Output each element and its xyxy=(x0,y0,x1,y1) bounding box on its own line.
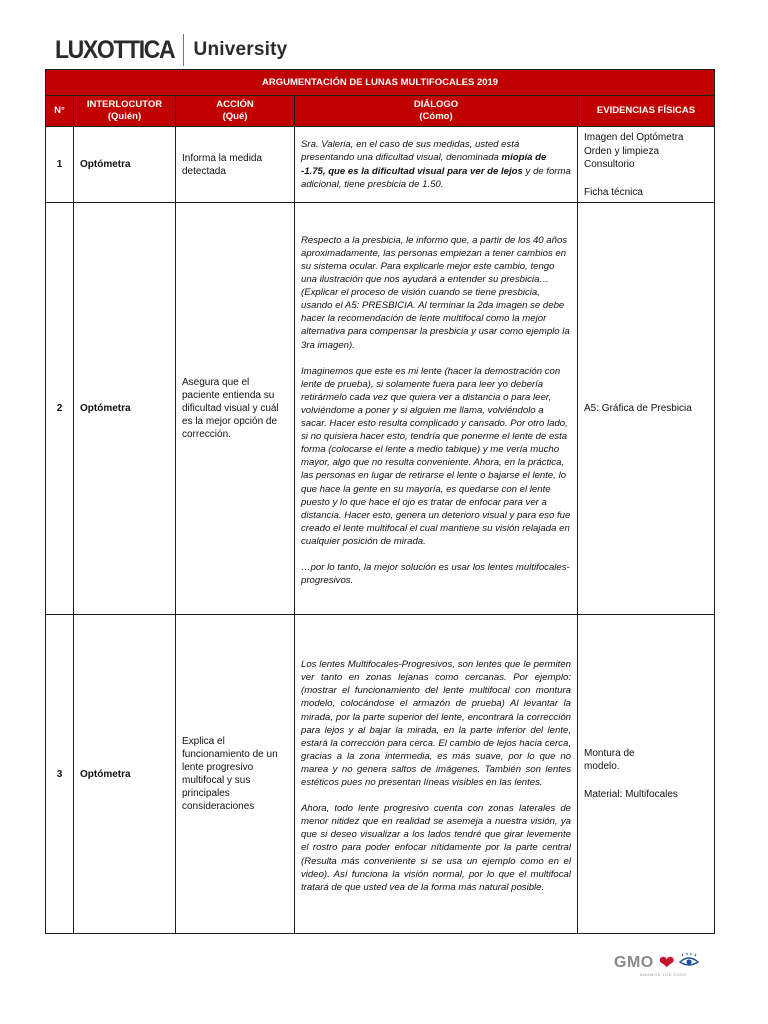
header-accion-sub: (Qué) xyxy=(222,111,248,122)
evidence-line: Montura de xyxy=(584,747,635,759)
footer-logo xyxy=(614,952,700,974)
dialog-text: Sra. Valeria, en el caso de sus medidas, usted está presentando una dificultad visual, denominada xyxy=(301,139,520,164)
header-interlocutor xyxy=(74,96,176,127)
dialog-paragraph: …por lo tanto, la mejor solución es usar los lentes multifocales-progresivos. xyxy=(301,561,570,587)
row-dialog xyxy=(295,127,578,203)
header-accion xyxy=(176,96,295,127)
table-title: ARGUMENTACIÓN DE LUNAS MULTIFOCALES 2019 xyxy=(46,70,715,96)
row-dialog xyxy=(295,203,578,615)
header-evidencias: EVIDENCIAS FÍSICAS xyxy=(578,96,715,127)
dialog-paragraph: Respecto a la presbicia, le informo que, a partir de los 40 años aproximadamente, las personas empiezan a tener cambios en su sistema ocular. Para explicarle mejor este cambio, tengo una ilustración que nos ayudará a entender su presbicia… (Explicar el proceso de visión cuando se tiene presbicia, usando el A5: PRESBICIA. Al terminar la 2da imagen se debe hacer la recomendación de lente multifocal como la mejor alternativa para compensar la presbicia y usar como ejemplo la 3ra imagen). xyxy=(301,234,570,351)
row-dialog xyxy=(295,615,578,934)
header-interlocutor-sub: (Quién) xyxy=(107,111,142,122)
row-evidence xyxy=(578,127,715,203)
row-interlocutor: Optómetra xyxy=(74,127,176,203)
header-num: N° xyxy=(46,96,74,127)
header-logo xyxy=(55,33,287,67)
evidence-line: A5: Gráfica de Presbicia xyxy=(584,402,692,414)
eye-icon xyxy=(678,953,700,974)
logo-divider xyxy=(183,34,184,66)
evidence-line: Material: Multifocales xyxy=(584,788,678,800)
row-interlocutor: Optómetra xyxy=(74,615,176,934)
dialog-highlight: miopía de -1.75, que es la dificultad visual para ver de lejos xyxy=(301,152,547,177)
evidence-line: modelo. xyxy=(584,761,620,773)
dialog-paragraph: Imaginemos que este es mi lente (hacer la demostración con lente de prueba), si solamente fuera para leer yo debería retirármelo cada vez que quiera ver a distancia o para leer, volviéndome a poner y si alguien me llama, volviéndolo a sacar. Hacer esto resulta complicado y cansado. Por otro lado, si no quisiera hacer esto, tendría que ponerme el lente de esta forma (colocarse el lente a medio tabique) y me vería mucho mayor, algo que no resulta conveniente. Ahora, en la práctica, las personas en lugar de retirarse el lente o bajarse el lente, lo que hace la gente en su mayoría, es quedarse con el lente puesto y lo que hace el ojo es tratar de enfocar para ver a distancia. Hacer esto, genera un deterioro visual y para eso fue creado el lente multifocal el cual mantiene su visión relajada en cualquier posición de mirada. xyxy=(301,365,571,547)
table-row xyxy=(46,127,715,203)
luxottica-logo: LUXOTTICA xyxy=(55,35,175,64)
footer-tagline: AMAMOS TUS OJOS xyxy=(640,972,687,977)
table-row xyxy=(46,203,715,615)
row-num: 2 xyxy=(46,203,74,615)
logo-subtitle: University xyxy=(193,39,288,60)
row-evidence xyxy=(578,203,715,615)
argumentation-table xyxy=(45,69,715,934)
row-interlocutor: Optómetra xyxy=(74,203,176,615)
row-action: Informa la medida detectada xyxy=(176,127,295,203)
header-accion-label: ACCIÓN xyxy=(216,99,254,110)
row-evidence xyxy=(578,615,715,934)
heart-icon: ❤ xyxy=(658,952,675,974)
dialog-paragraph: Ahora, todo lente progresivo cuenta con zonas laterales de menor nitidez que en realidad se asemeja a nuestra visión, ya que si deseo visualizar a los lados tendré que girar levemente el rostro para poder enfocar nítidamente por la parte central (Resulta más conveniente si se usa un ejemplo como en el video). Así funciona la visión normal, por lo que el multifocal tratará de que usted vea de la forma más natural posible. xyxy=(301,803,571,893)
row-num: 1 xyxy=(46,127,74,203)
row-action: Explica el funcionamiento de un lente progresivo multifocal y sus principales consideraciones xyxy=(176,615,295,934)
header-dialogo-label: DIÁLOGO xyxy=(413,99,459,110)
evidence-line: Orden y limpieza xyxy=(584,145,660,157)
header-dialogo xyxy=(295,96,578,127)
row-num: 3 xyxy=(46,615,74,934)
gmo-logo: GMO xyxy=(614,954,654,971)
header-dialogo-sub: (Cómo) xyxy=(419,111,453,122)
evidence-line: Ficha técnica xyxy=(584,186,643,198)
table-row xyxy=(46,615,715,934)
dialog-text: y de forma adicional, tiene presbicia de 1.50. xyxy=(301,165,571,190)
dialog-paragraph: Los lentes Multifocales-Progresivos, son lentes que le permiten ver tanto en zonas lejanas como cercanas. Por ejemplo: (mostrar el funcionamiento del lente multifocal con montura modelo, colocándose el armazón de prueba) Al levantar la mirada, por la parte superior del lente, encontrará la corrección para lejos y al bajar la mirada, en la parte inferior del lente, estará la corrección para cerca. El cambio de lejos hacia cerca, gracias a la zona intermedia, es más suave, por lo que no marea y no genera saltos de imágenes. También son lentes estéticos pues no presentan líneas visibles en las lentes. xyxy=(301,659,571,789)
header-interlocutor-label: INTERLOCUTOR xyxy=(86,99,163,110)
evidence-line: Consultorio xyxy=(584,159,635,170)
evidence-line: Imagen del Optómetra xyxy=(584,132,684,143)
row-action: Asegura que el paciente entienda su dificultad visual y cuál es la mejor opción de corrección. xyxy=(176,203,295,615)
